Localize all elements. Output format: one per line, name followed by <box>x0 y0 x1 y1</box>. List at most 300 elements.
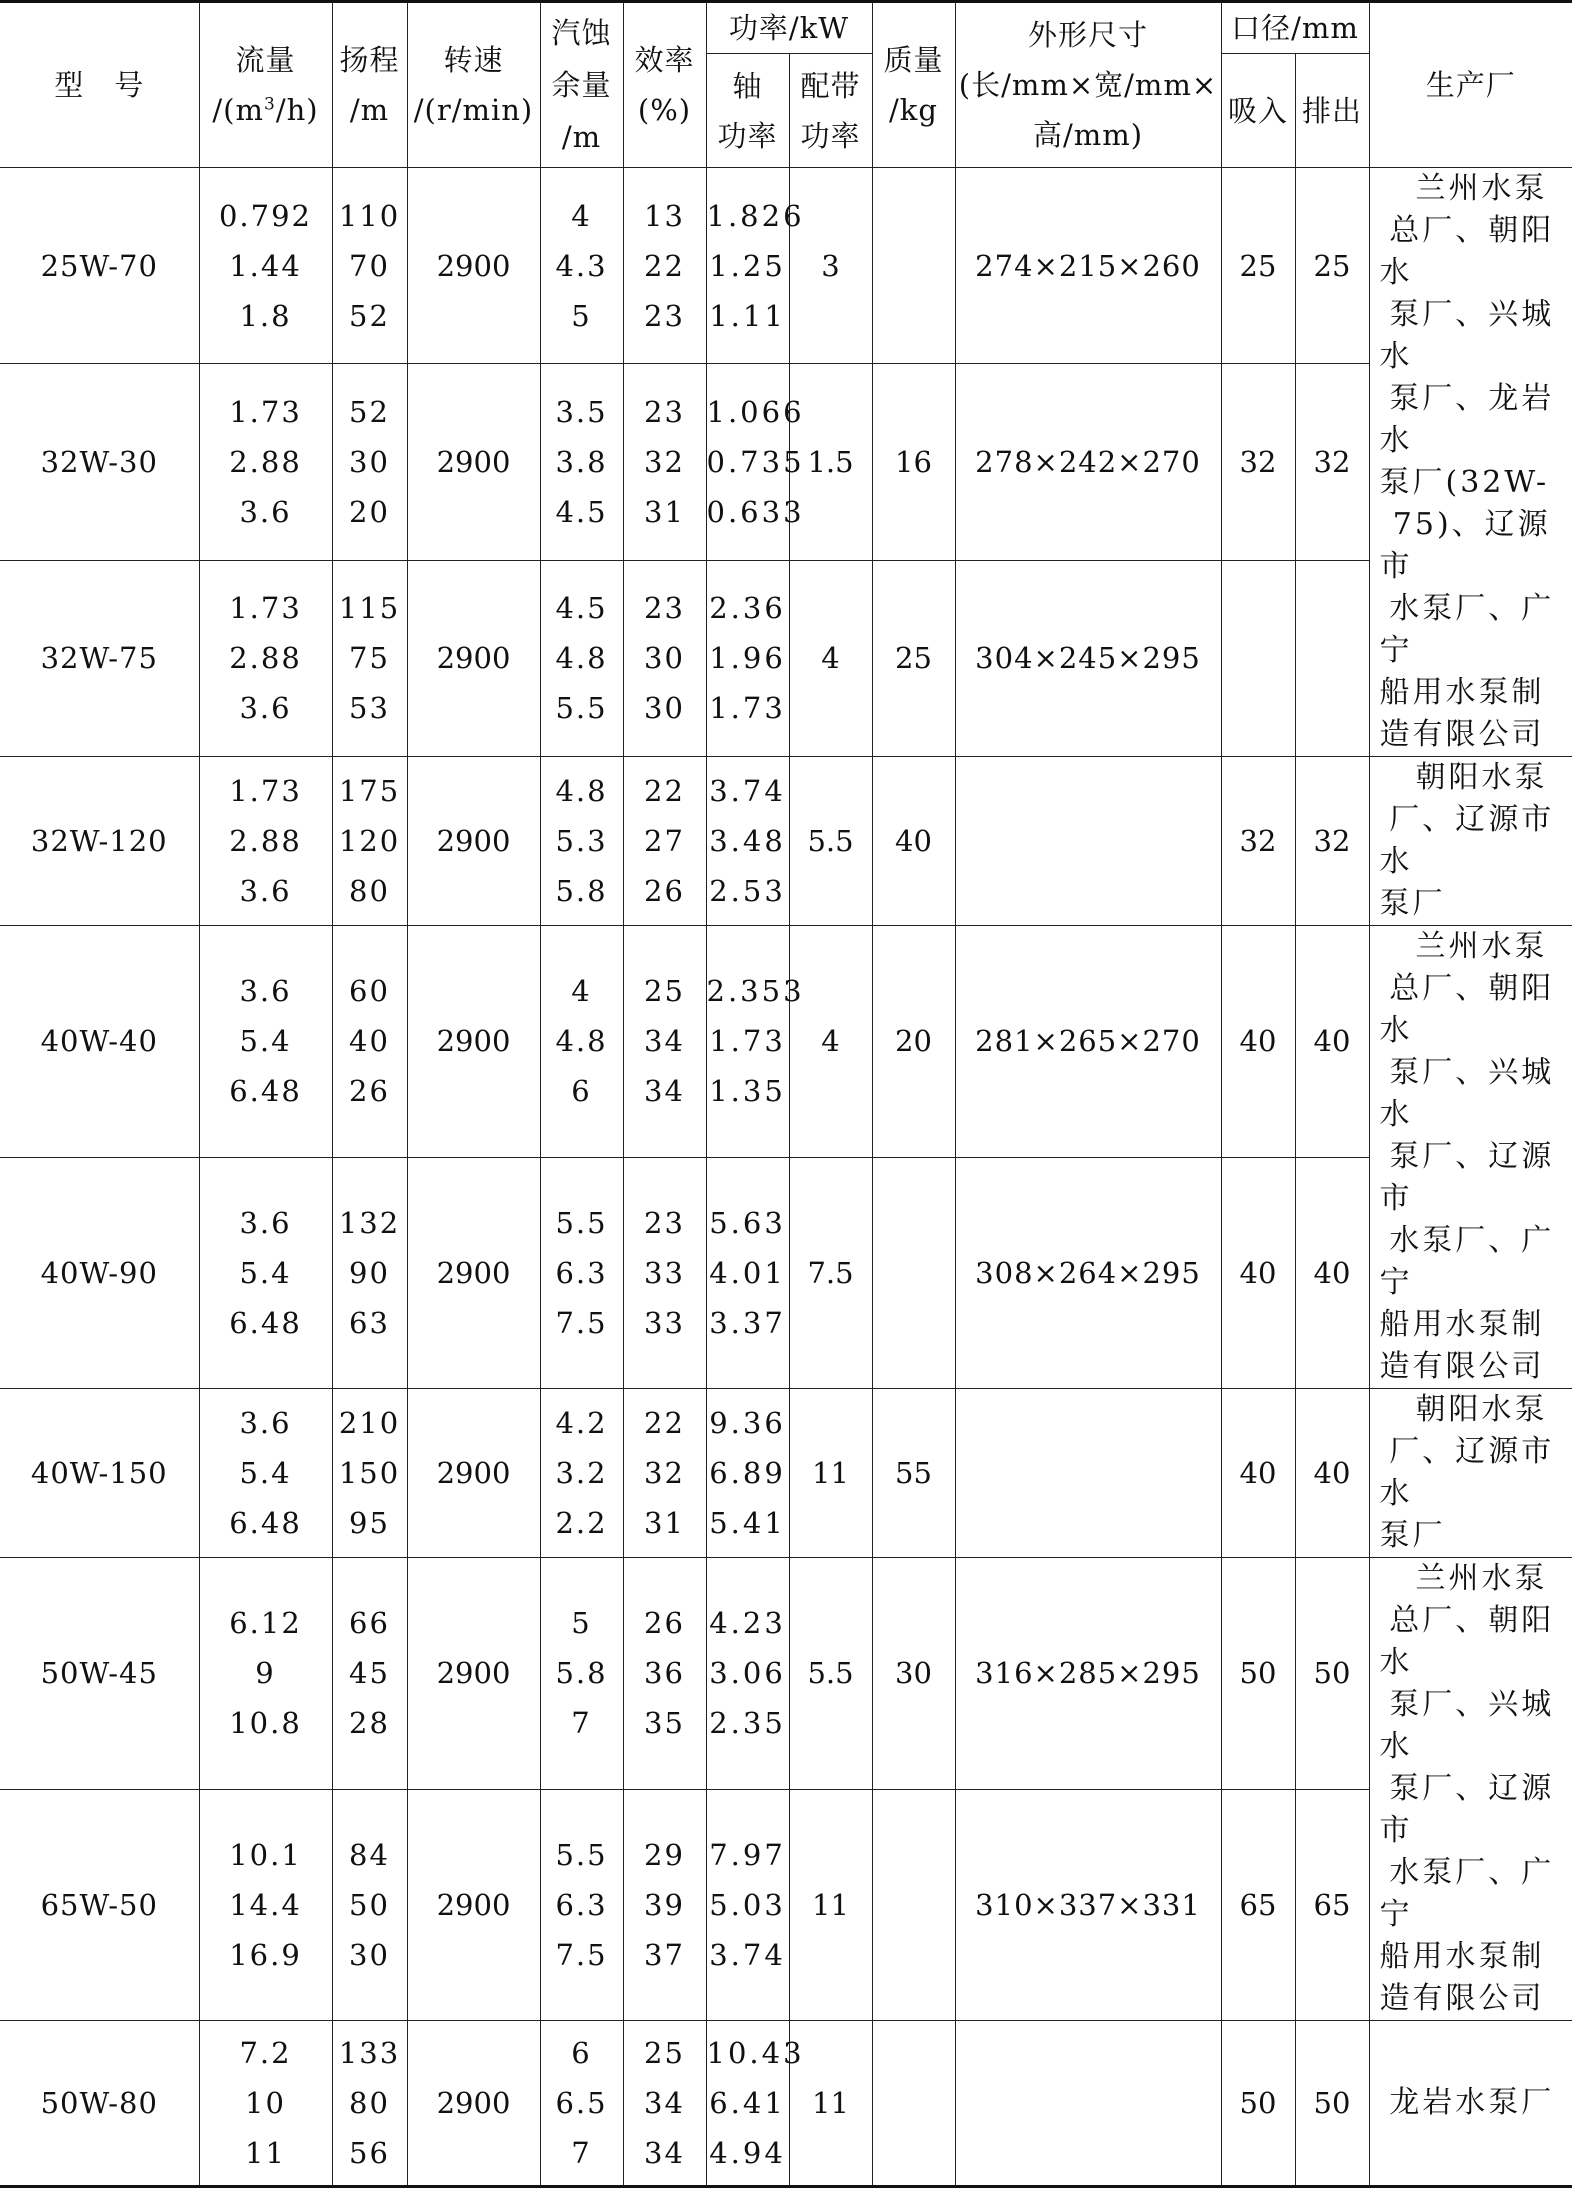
manufacturer-line: 75)、辽源市 <box>1379 507 1551 584</box>
cell-head-value: 28 <box>349 1706 390 1741</box>
cell-head-value: 90 <box>349 1255 390 1290</box>
manufacturer-line: 厂、辽源市水 <box>1379 1434 1555 1511</box>
cell-flow-value: 6.48 <box>229 1074 302 1109</box>
manufacturer-line: 泵厂(32W- <box>1379 465 1550 500</box>
cell-head-value: 52 <box>349 394 390 429</box>
cell-mass <box>872 168 955 364</box>
manufacturer-line: 泵厂 <box>1379 1518 1446 1553</box>
cell-flow <box>199 1558 332 1790</box>
cell-model: 32W-30 <box>0 364 199 560</box>
cell-model: 65W-50 <box>0 1789 199 2021</box>
cell-shaft-power <box>706 1157 789 1389</box>
table-row <box>0 926 1572 1158</box>
cell-speed: 2900 <box>407 168 540 364</box>
cell-shaft-power <box>706 926 805 1158</box>
cell-npsh-value: 4 <box>571 198 592 233</box>
cell-manufacturer <box>1369 1558 1572 2021</box>
cell-head-value: 30 <box>349 1937 390 1972</box>
cell-mass: 20 <box>872 926 955 1158</box>
table-row <box>0 2021 1572 2187</box>
cell-motor-power: 11 <box>789 1389 872 1558</box>
header-flow: 流量 $/(m^3/h)$ <box>199 2 332 168</box>
cell-head-value: 80 <box>349 2086 390 2120</box>
cell-head <box>332 560 407 756</box>
table-row <box>0 1789 1572 2021</box>
cell-flow <box>199 2021 332 2187</box>
cell-flow-value: 2.88 <box>229 641 302 676</box>
cell-flow-value: 5.4 <box>239 1024 292 1059</box>
cell-flow-value: 3.6 <box>239 494 292 529</box>
header-mass: 质量 /kg <box>872 2 955 168</box>
cell-shaft-power-value: 3.48 <box>709 824 786 858</box>
manufacturer-line: 总厂、朝阳水 <box>1379 1603 1555 1680</box>
cell-efficiency <box>623 1389 706 1558</box>
cell-flow-value: 16.9 <box>229 1937 302 1972</box>
cell-discharge: 40 <box>1295 1389 1369 1558</box>
cell-shaft-power-value: 2.35 <box>709 1706 786 1741</box>
cell-npsh <box>540 1789 623 2021</box>
cell-shaft-power-value: 1.35 <box>709 1074 786 1109</box>
cell-efficiency-value: 34 <box>644 2136 685 2170</box>
header-suction: 吸入 <box>1221 54 1295 168</box>
manufacturer-line: 水泵厂、广宁 <box>1379 1223 1555 1300</box>
cell-flow <box>199 926 332 1158</box>
cell-suction: 40 <box>1221 1389 1295 1558</box>
cell-model: 32W-75 <box>0 560 199 756</box>
cell-discharge: 40 <box>1295 1157 1369 1389</box>
cell-discharge: 25 <box>1295 168 1369 364</box>
cell-npsh-value: 4.8 <box>555 774 608 808</box>
cell-head-value: 20 <box>349 494 390 529</box>
cell-speed: 2900 <box>407 926 540 1158</box>
cell-efficiency <box>623 1558 706 1790</box>
cell-suction: 50 <box>1221 2021 1295 2187</box>
cell-motor-power: 3 <box>789 168 872 364</box>
table-header <box>0 2 1572 168</box>
table-row <box>0 1558 1572 1790</box>
cell-head-value: 70 <box>349 248 390 283</box>
cell-head-value: 40 <box>349 1024 390 1059</box>
cell-npsh-value: 5.8 <box>555 1656 608 1691</box>
cell-shaft-power-value: 4.01 <box>709 1255 786 1290</box>
manufacturer-line: 泵厂、辽源市 <box>1379 1139 1555 1216</box>
cell-head-value: 175 <box>338 774 401 808</box>
cell-npsh-value: 7.5 <box>555 1937 608 1972</box>
header-npsh: 汽蚀 余量 /m <box>540 2 623 168</box>
cell-npsh-value: 2.2 <box>555 1506 608 1540</box>
cell-npsh-value: 5.5 <box>555 691 608 726</box>
cell-shaft-power-value: 9.36 <box>709 1406 786 1440</box>
cell-shaft-power-value: 2.353 <box>706 974 805 1009</box>
cell-efficiency-value: 26 <box>644 874 685 908</box>
cell-motor-power: 5.5 <box>789 757 872 926</box>
cell-shaft-power-value: 6.89 <box>709 1456 786 1490</box>
manufacturer-line: 兰州水泵 <box>1415 171 1548 206</box>
cell-suction: 40 <box>1221 1157 1295 1389</box>
cell-efficiency-value: 32 <box>644 444 685 479</box>
cell-shaft-power-value: 1.73 <box>709 691 786 726</box>
cell-model: 40W-150 <box>0 1389 199 1558</box>
cell-efficiency-value: 30 <box>644 641 685 676</box>
cell-flow-value: 2.88 <box>229 444 302 479</box>
cell-mass: 55 <box>872 1389 955 1558</box>
cell-flow <box>199 168 332 364</box>
cell-npsh-value: 5.5 <box>555 1837 608 1872</box>
cell-flow-value: 11 <box>245 2136 286 2170</box>
cell-flow-value: 3.6 <box>239 974 292 1009</box>
cell-manufacturer <box>1369 168 1572 757</box>
cell-head-value: 66 <box>349 1606 390 1641</box>
cell-shaft-power-value: 4.94 <box>709 2136 786 2170</box>
cell-model: 40W-40 <box>0 926 199 1158</box>
header-speed: 转速 /(r/min) <box>407 2 540 168</box>
cell-mass: 30 <box>872 1558 955 1790</box>
cell-flow-value: 5.4 <box>239 1255 292 1290</box>
cell-npsh-value: 7.5 <box>555 1305 608 1340</box>
cell-flow-value: 3.6 <box>239 874 292 908</box>
header-power-group: 功率/kW <box>706 2 872 54</box>
manufacturer-line: 龙岩水泵厂 <box>1389 2085 1555 2120</box>
cell-speed: 2900 <box>407 2021 540 2187</box>
cell-flow-value: 10.8 <box>229 1706 302 1741</box>
cell-efficiency <box>623 364 706 560</box>
cell-dimensions: 304×245×295 <box>955 560 1221 756</box>
manufacturer-line: 水泵厂、广宁 <box>1379 1855 1555 1932</box>
cell-suction: 50 <box>1221 1558 1295 1790</box>
cell-npsh-value: 3.8 <box>555 444 608 479</box>
cell-shaft-power-value: 3.37 <box>709 1305 786 1340</box>
cell-npsh-value: 4.8 <box>555 1024 608 1059</box>
cell-motor-power: 4 <box>789 926 872 1158</box>
cell-efficiency <box>623 560 706 756</box>
manufacturer-line: 泵厂、龙岩水 <box>1379 381 1555 458</box>
cell-dimensions: 274×215×260 <box>955 168 1221 364</box>
cell-suction: 65 <box>1221 1789 1295 2021</box>
cell-efficiency-value: 26 <box>644 1606 685 1641</box>
manufacturer-line: 总厂、朝阳水 <box>1379 213 1555 290</box>
cell-mass <box>872 2021 955 2187</box>
table-body <box>0 168 1572 2187</box>
cell-npsh-value: 6 <box>571 2036 592 2070</box>
cell-head-value: 210 <box>338 1406 401 1440</box>
cell-shaft-power-value: 0.735 <box>706 444 805 479</box>
cell-dimensions: 278×242×270 <box>955 364 1221 560</box>
cell-discharge <box>1295 560 1369 756</box>
cell-head <box>332 926 407 1158</box>
manufacturer-line: 朝阳水泵 <box>1415 760 1548 795</box>
cell-npsh-value: 5.3 <box>555 824 608 858</box>
header-dimensions: 外形尺寸 (长/mm×宽/mm× 高/mm) <box>955 2 1221 168</box>
cell-npsh <box>540 2021 623 2187</box>
cell-motor-power: 4 <box>789 560 872 756</box>
cell-model: 40W-90 <box>0 1157 199 1389</box>
cell-dimensions: 316×285×295 <box>955 1558 1221 1790</box>
cell-shaft-power-value: 1.066 <box>706 394 805 429</box>
table-row <box>0 1157 1572 1389</box>
cell-shaft-power-value: 0.633 <box>706 494 805 529</box>
cell-npsh-value: 5.5 <box>555 1205 608 1240</box>
cell-efficiency-value: 22 <box>644 774 685 808</box>
manufacturer-line: 朝阳水泵 <box>1415 1392 1548 1427</box>
cell-head-value: 52 <box>349 298 390 333</box>
cell-shaft-power-value: 3.74 <box>709 1937 786 1972</box>
cell-shaft-power-value: 1.11 <box>709 298 786 333</box>
cell-efficiency <box>623 1789 706 2021</box>
cell-shaft-power <box>706 1389 789 1558</box>
cell-npsh-value: 4.3 <box>555 248 608 283</box>
cell-efficiency-value: 23 <box>644 394 685 429</box>
header-discharge: 排出 <box>1295 54 1369 168</box>
table-row <box>0 560 1572 756</box>
cell-dimensions <box>955 757 1221 926</box>
cell-efficiency-value: 22 <box>644 1406 685 1440</box>
cell-head-value: 132 <box>338 1205 401 1240</box>
cell-head-value: 80 <box>349 874 390 908</box>
cell-flow-value: 1.44 <box>229 248 302 283</box>
cell-shaft-power <box>706 1558 789 1790</box>
cell-npsh-value: 5 <box>571 298 592 333</box>
manufacturer-line: 泵厂、辽源市 <box>1379 1771 1555 1848</box>
cell-efficiency-value: 37 <box>644 1937 685 1972</box>
manufacturer-line: 船用水泵制 <box>1379 675 1545 710</box>
cell-shaft-power-value: 1.96 <box>709 641 786 676</box>
cell-flow-value: 6.48 <box>229 1506 302 1540</box>
manufacturer-line: 船用水泵制 <box>1379 1939 1545 1974</box>
cell-shaft-power <box>706 757 789 926</box>
cell-discharge: 50 <box>1295 2021 1369 2187</box>
cell-efficiency-value: 30 <box>644 691 685 726</box>
cell-head-value: 133 <box>338 2036 401 2070</box>
cell-shaft-power <box>706 1789 789 2021</box>
manufacturer-line: 泵厂、兴城水 <box>1379 297 1555 374</box>
cell-npsh <box>540 757 623 926</box>
header-model: 型 号 <box>0 2 199 168</box>
cell-flow-value: 3.6 <box>239 1205 292 1240</box>
cell-npsh-value: 7 <box>571 1706 592 1741</box>
manufacturer-line: 厂、辽源市水 <box>1379 802 1555 879</box>
cell-shaft-power-value: 7.97 <box>709 1837 786 1872</box>
cell-flow <box>199 757 332 926</box>
cell-npsh <box>540 364 623 560</box>
cell-mass: 16 <box>872 364 955 560</box>
cell-efficiency-value: 32 <box>644 1456 685 1490</box>
cell-mass: 40 <box>872 757 955 926</box>
cell-head-value: 45 <box>349 1656 390 1691</box>
manufacturer-line: 水泵厂、广宁 <box>1379 591 1555 668</box>
cell-head <box>332 1389 407 1558</box>
cell-flow-value: 6.12 <box>229 1606 302 1641</box>
cell-npsh-value: 4.5 <box>555 591 608 626</box>
cell-flow-value: 3.6 <box>239 1406 292 1440</box>
cell-efficiency-value: 25 <box>644 974 685 1009</box>
cell-speed: 2900 <box>407 1789 540 2021</box>
cell-flow-value: 7.2 <box>239 2036 292 2070</box>
cell-head <box>332 364 407 560</box>
cell-npsh-value: 4.8 <box>555 641 608 676</box>
cell-flow-value: 10.1 <box>229 1837 302 1872</box>
cell-model: 50W-45 <box>0 1558 199 1790</box>
cell-efficiency-value: 22 <box>644 248 685 283</box>
cell-efficiency-value: 33 <box>644 1255 685 1290</box>
cell-shaft-power-value: 1.25 <box>709 248 786 283</box>
cell-shaft-power <box>706 2021 805 2187</box>
cell-discharge: 32 <box>1295 757 1369 926</box>
cell-shaft-power-value: 1.826 <box>706 198 805 233</box>
cell-head-value: 56 <box>349 2136 390 2170</box>
cell-dimensions: 310×337×331 <box>955 1789 1221 2021</box>
cell-shaft-power-value: 2.53 <box>709 874 786 908</box>
cell-head-value: 75 <box>349 641 390 676</box>
cell-efficiency-value: 34 <box>644 1024 685 1059</box>
cell-efficiency-value: 39 <box>644 1887 685 1922</box>
cell-efficiency-value: 34 <box>644 1074 685 1109</box>
cell-npsh <box>540 1558 623 1790</box>
cell-shaft-power-value: 5.41 <box>709 1506 786 1540</box>
cell-shaft-power-value: 5.03 <box>709 1887 786 1922</box>
cell-npsh-value: 3.5 <box>555 394 608 429</box>
cell-dimensions <box>955 1389 1221 1558</box>
cell-head-value: 63 <box>349 1305 390 1340</box>
cell-speed: 2900 <box>407 560 540 756</box>
cell-head-value: 84 <box>349 1837 390 1872</box>
cell-speed: 2900 <box>407 757 540 926</box>
cell-head-value: 30 <box>349 444 390 479</box>
cell-efficiency-value: 23 <box>644 298 685 333</box>
cell-discharge: 32 <box>1295 364 1369 560</box>
cell-head-value: 110 <box>338 198 401 233</box>
cell-npsh <box>540 168 623 364</box>
manufacturer-line: 造有限公司 <box>1379 1349 1545 1384</box>
cell-suction: 32 <box>1221 757 1295 926</box>
cell-mass <box>872 1157 955 1389</box>
header-manufacturer: 生产厂 <box>1369 2 1572 168</box>
cell-npsh <box>540 1157 623 1389</box>
cell-shaft-power <box>706 560 789 756</box>
cell-shaft-power-value: 6.41 <box>709 2086 786 2120</box>
cell-efficiency-value: 23 <box>644 591 685 626</box>
cell-efficiency-value: 35 <box>644 1706 685 1741</box>
cell-mass: 25 <box>872 560 955 756</box>
cell-npsh-value: 4.5 <box>555 494 608 529</box>
cell-flow <box>199 364 332 560</box>
cell-head <box>332 168 407 364</box>
cell-motor-power: 1.5 <box>789 364 872 560</box>
cell-head <box>332 1789 407 2021</box>
cell-mass <box>872 1789 955 2021</box>
cell-manufacturer <box>1369 926 1572 1389</box>
cell-npsh-value: 6 <box>571 1074 592 1109</box>
cell-shaft-power-value: 5.63 <box>709 1205 786 1240</box>
manufacturer-line: 泵厂、兴城水 <box>1379 1687 1555 1764</box>
cell-efficiency <box>623 2021 706 2187</box>
cell-efficiency <box>623 926 706 1158</box>
cell-head-value: 150 <box>338 1456 401 1490</box>
cell-efficiency <box>623 1157 706 1389</box>
table-row <box>0 168 1572 364</box>
cell-manufacturer <box>1369 1389 1572 1558</box>
cell-efficiency <box>623 757 706 926</box>
header-efficiency: 效率 (%) <box>623 2 706 168</box>
cell-flow <box>199 560 332 756</box>
cell-speed: 2900 <box>407 1157 540 1389</box>
cell-flow-value: 14.4 <box>229 1887 302 1922</box>
cell-flow-value: 0.792 <box>218 198 313 233</box>
cell-manufacturer <box>1369 2021 1572 2187</box>
manufacturer-line: 兰州水泵 <box>1415 929 1548 964</box>
cell-head-value: 115 <box>338 591 401 626</box>
cell-flow-value: 1.73 <box>229 591 302 626</box>
cell-efficiency-value: 27 <box>644 824 685 858</box>
cell-motor-power: 11 <box>789 1789 872 2021</box>
cell-suction <box>1221 560 1295 756</box>
cell-model: 25W-70 <box>0 168 199 364</box>
cell-shaft-power-value: 3.74 <box>709 774 786 808</box>
cell-speed: 2900 <box>407 1558 540 1790</box>
table-row <box>0 757 1572 926</box>
cell-dimensions: 281×265×270 <box>955 926 1221 1158</box>
cell-npsh <box>540 926 623 1158</box>
header-shaft-power: 轴 功率 <box>706 54 789 168</box>
cell-head-value: 50 <box>349 1887 390 1922</box>
header-motor-power: 配带 功率 <box>789 54 872 168</box>
cell-npsh-value: 4 <box>571 974 592 1009</box>
manufacturer-line: 泵厂、兴城水 <box>1379 1055 1555 1132</box>
cell-head-value: 26 <box>349 1074 390 1109</box>
cell-head <box>332 2021 407 2187</box>
cell-shaft-power <box>706 168 805 364</box>
cell-head <box>332 1558 407 1790</box>
cell-dimensions: 308×264×295 <box>955 1157 1221 1389</box>
manufacturer-line: 船用水泵制 <box>1379 1307 1545 1342</box>
cell-shaft-power-value: 3.06 <box>709 1656 786 1691</box>
cell-flow-value: 3.6 <box>239 691 292 726</box>
cell-model: 32W-120 <box>0 757 199 926</box>
cell-npsh <box>540 560 623 756</box>
cell-head-value: 95 <box>349 1506 390 1540</box>
cell-npsh-value: 5.8 <box>555 874 608 908</box>
cell-flow-value: 9 <box>255 1656 276 1691</box>
cell-discharge: 65 <box>1295 1789 1369 2021</box>
cell-efficiency-value: 25 <box>644 2036 685 2070</box>
cell-npsh-value: 5 <box>571 1606 592 1641</box>
cell-npsh-value: 6.3 <box>555 1887 608 1922</box>
cell-efficiency-value: 34 <box>644 2086 685 2120</box>
cell-flow <box>199 1789 332 2021</box>
cell-flow <box>199 1389 332 1558</box>
manufacturer-line: 泵厂 <box>1379 886 1446 921</box>
cell-model: 50W-80 <box>0 2021 199 2187</box>
cell-shaft-power-value: 2.36 <box>709 591 786 626</box>
cell-npsh-value: 4.2 <box>555 1406 608 1440</box>
cell-flow-value: 10 <box>245 2086 286 2120</box>
cell-flow-value: 1.73 <box>229 774 302 808</box>
cell-efficiency-value: 23 <box>644 1205 685 1240</box>
cell-npsh-value: 7 <box>571 2136 592 2170</box>
cell-speed: 2900 <box>407 1389 540 1558</box>
cell-flow-value: 1.73 <box>229 394 302 429</box>
cell-flow-value: 1.8 <box>239 298 292 333</box>
header-head: 扬程 /m <box>332 2 407 168</box>
cell-head <box>332 1157 407 1389</box>
cell-head-value: 53 <box>349 691 390 726</box>
cell-shaft-power <box>706 364 805 560</box>
cell-discharge: 50 <box>1295 1558 1369 1790</box>
cell-shaft-power-value: 10.43 <box>706 2036 805 2070</box>
cell-head-value: 60 <box>349 974 390 1009</box>
cell-flow-value: 6.48 <box>229 1305 302 1340</box>
manufacturer-line: 造有限公司 <box>1379 1981 1545 2016</box>
cell-dimensions <box>955 2021 1221 2187</box>
